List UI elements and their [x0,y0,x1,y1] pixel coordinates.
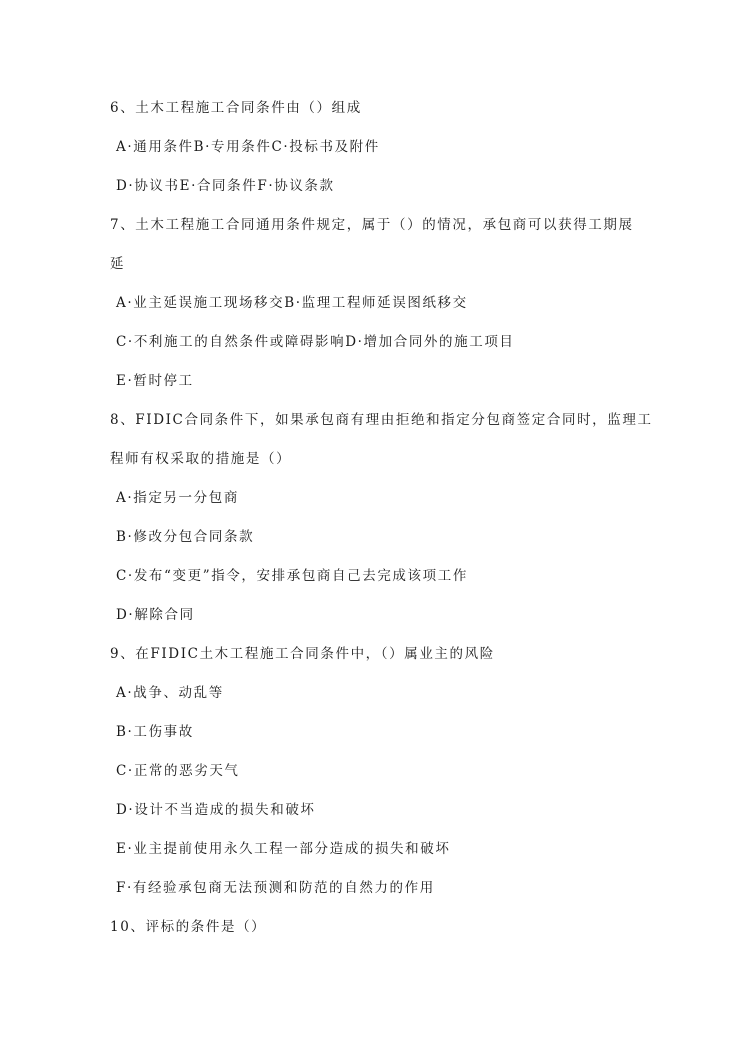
question-9-option-f: F·有经验承包商无法预测和防范的自然力的作用 [116,880,435,896]
question-7-stem-line-2: 延 [110,256,126,272]
question-10-stem: 10、评标的条件是（） [110,919,267,935]
question-9-option-c: C·正常的恶劣天气 [116,763,240,779]
question-7-stem-line-1: 7、土木工程施工合同通用条件规定，属于（）的情况，承包商可以获得工期展 [110,217,634,233]
question-9-stem: 9、在FIDIC土木工程施工合同条件中，（）属业主的风险 [110,646,495,662]
question-7-options-line-1: A·业主延误施工现场移交B·监理工程师延误图纸移交 [116,295,468,311]
question-7-options-line-2: C·不利施工的自然条件或障碍影响D·增加合同外的施工项目 [116,334,515,350]
question-9-option-e: E·业主提前使用永久工程一部分造成的损失和破坏 [116,841,451,857]
question-8-option-a: A·指定另一分包商 [116,490,239,506]
question-6-options-line-1: A·通用条件B·专用条件C·投标书及附件 [116,139,380,155]
question-8-stem-line-1: 8、FIDIC合同条件下，如果承包商有理由拒绝和指定分包商签定合同时，监理工 [110,412,653,428]
question-8-option-b: B·修改分包合同条款 [116,529,255,545]
question-6-stem: 6、土木工程施工合同条件由（）组成 [110,100,362,116]
question-8-stem-line-2: 程师有权采取的措施是（） [110,451,292,467]
question-6-options-line-2: D·协议书E·合同条件F·协议条款 [116,178,335,194]
question-7-option-e: E·暂时停工 [116,373,194,389]
question-8-option-c: C·发布“变更”指令，安排承包商自己去完成该项工作 [116,568,468,584]
question-9-option-b: B·工伤事故 [116,724,194,740]
question-8-option-d: D·解除合同 [116,607,195,623]
question-9-option-a: A·战争、动乱等 [116,685,224,701]
question-9-option-d: D·设计不当造成的损失和破坏 [116,802,316,818]
